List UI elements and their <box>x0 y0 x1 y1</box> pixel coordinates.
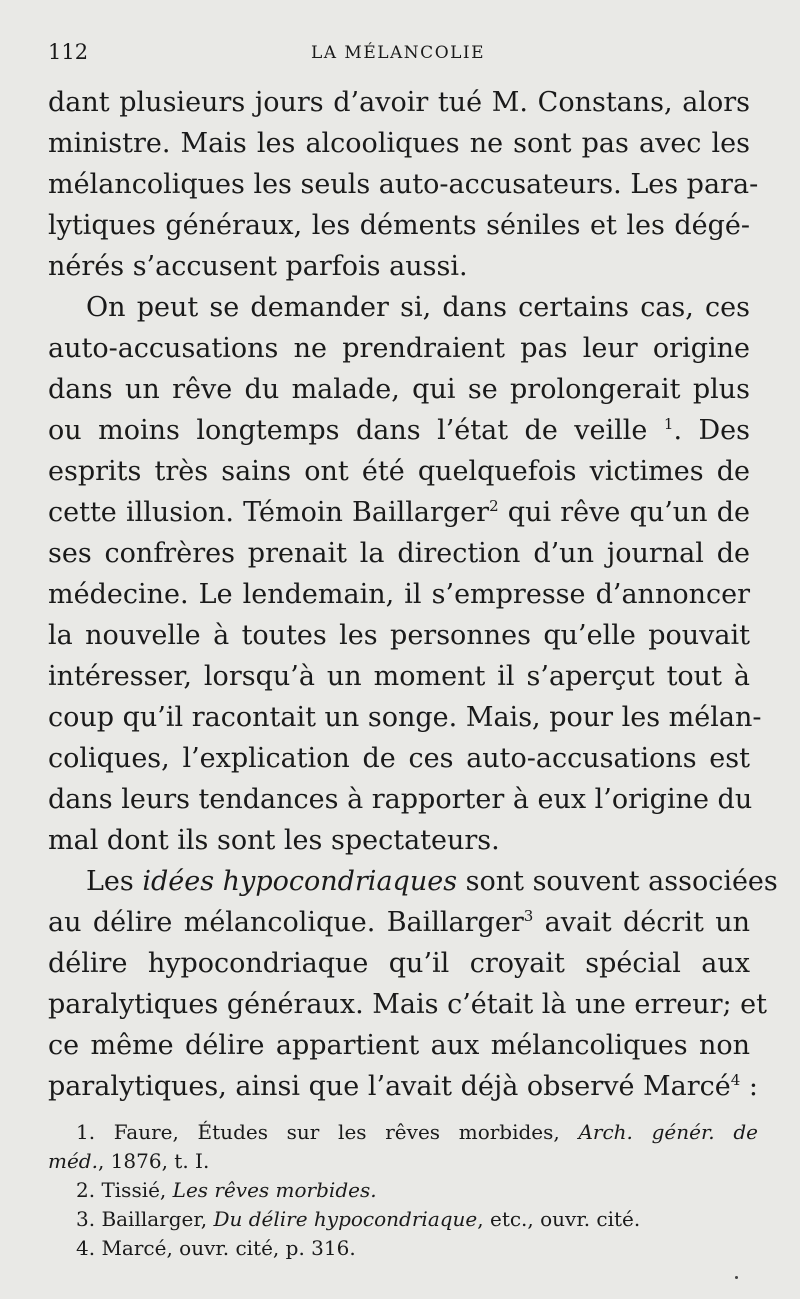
italic-citation: Du délire hypocondriaque <box>213 1207 478 1231</box>
footnote-ref-2: 2 <box>489 497 499 515</box>
text-line: auto-accusations ne prendraient pas leur origine <box>48 333 750 364</box>
footnote-1 <box>48 1118 758 1147</box>
text-line: dant plusieurs jours d’avoir tué M. Constans, alors <box>48 87 750 118</box>
text-line: la nouvelle à toutes les personnes qu’elle pouvait <box>48 620 750 651</box>
text-line <box>48 1066 758 1107</box>
text-line: mal dont ils sont les spectateurs. <box>48 825 500 856</box>
text-line: dans leurs tendances à rapporter à eux l’origine du <box>48 784 753 815</box>
text-line: intéresser, lorsqu’à un moment il s’aperçut tout à <box>48 661 750 692</box>
footnote-3 <box>48 1205 758 1234</box>
text-fragment: au délire mélancolique. Baillarger <box>48 907 524 938</box>
text-line: paralytiques généraux. Mais c’était là une erreur; et <box>48 989 768 1020</box>
text-fragment: , etc., ouvr. cité. <box>477 1207 641 1231</box>
text-line: dans un rêve du malade, qui se prolongerait plus <box>48 374 750 405</box>
text-fragment: 1. Faure, Études sur les rêves morbides, <box>76 1120 579 1144</box>
text-line: esprits très sains ont été quelquefois victimes de <box>48 456 750 487</box>
text-fragment: qui rêve qu’un de <box>498 497 750 528</box>
text-fragment: ou moins longtemps dans l’état de veille <box>48 415 664 446</box>
text-line <box>48 492 750 533</box>
text-line: nérés s’accusent parfois aussi. <box>48 251 468 282</box>
text-fragment: 3. Baillarger, <box>76 1207 214 1231</box>
text-line: coliques, l’explication de ces auto-accusations est <box>48 743 750 774</box>
running-title: LA MÉLANCOLIE <box>310 43 486 63</box>
page-number: 112 <box>48 40 89 64</box>
footnote-4: 4. Marcé, ouvr. cité, p. 316. <box>76 1236 356 1260</box>
italic-citation: Les rêves morbides. <box>172 1178 377 1202</box>
text-line: délire hypocondriaque qu’il croyait spécial aux <box>48 948 750 979</box>
text-line <box>48 410 750 451</box>
text-fragment: 2. Tissié, <box>76 1178 173 1202</box>
text-fragment: . Des <box>673 415 751 446</box>
text-line: lytiques généraux, les déments séniles et les dégé- <box>48 210 750 241</box>
main-text <box>48 82 778 1107</box>
text-fragment: , 1876, t. I. <box>97 1149 210 1173</box>
italic-citation: Arch. génér. de <box>578 1120 758 1144</box>
text-line <box>48 902 750 943</box>
text-line <box>48 861 778 902</box>
footnote-ref-4: 4 <box>730 1071 741 1089</box>
print-speck <box>735 1276 738 1279</box>
text-fragment: Les <box>86 866 143 897</box>
text-fragment: : <box>740 1071 758 1102</box>
footnote-2 <box>48 1176 758 1205</box>
text-line: ministre. Mais les alcooliques ne sont pas avec les <box>48 128 750 159</box>
text-line: mélancoliques les seuls auto-accusateurs. Les para- <box>48 169 759 200</box>
italic-term: idées hypocondriaques <box>142 866 458 897</box>
text-line: On peut se demander si, dans certains cas, ces <box>86 292 750 323</box>
italic-citation: méd. <box>48 1149 98 1173</box>
text-line: médecine. Le lendemain, il s’empresse d’annoncer <box>48 579 750 610</box>
text-line: ses confrères prenait la direction d’un journal de <box>48 538 750 569</box>
footnote-1-continued <box>48 1147 758 1176</box>
text-fragment: paralytiques, ainsi que l’avait déjà observé Marcé <box>48 1071 731 1102</box>
text-line: coup qu’il racontait un songe. Mais, pour les mélan- <box>48 702 762 733</box>
text-line: ce même délire appartient aux mélancoliques non <box>48 1030 750 1061</box>
text-fragment: cette illusion. Témoin Baillarger <box>48 497 490 528</box>
footnote-ref-1: 1 <box>663 415 674 433</box>
footnotes <box>48 1118 758 1263</box>
page-header <box>48 40 748 70</box>
footnote-ref-3: 3 <box>523 907 534 925</box>
text-fragment: sont souvent associées <box>457 866 778 897</box>
text-fragment: avait décrit un <box>533 907 750 938</box>
